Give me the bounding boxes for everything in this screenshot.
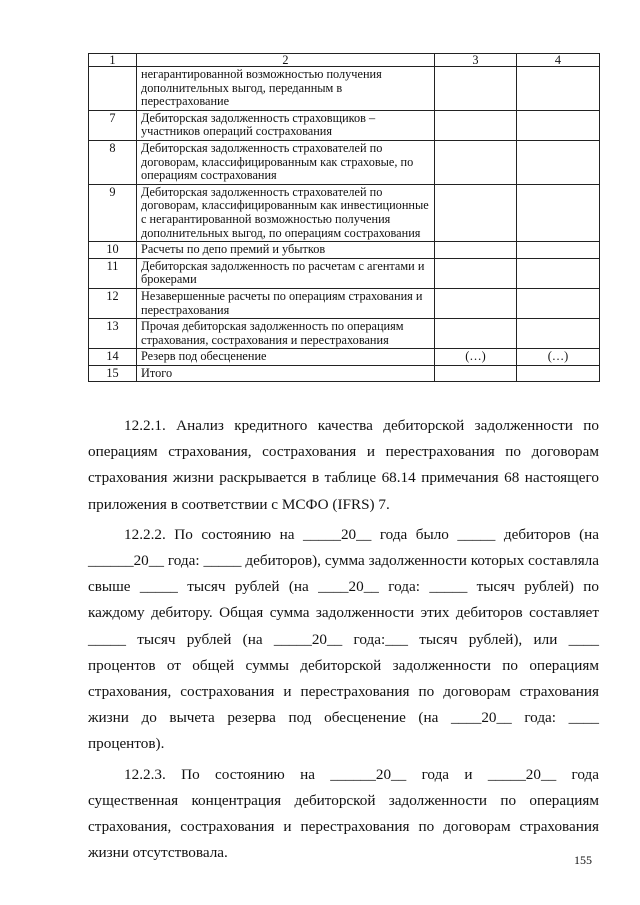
row-value-col-3 xyxy=(435,67,517,111)
row-number: 9 xyxy=(89,184,137,241)
row-number: 15 xyxy=(89,365,137,382)
row-value-col-3 xyxy=(435,288,517,318)
row-value-col-4 xyxy=(517,67,600,111)
table-row xyxy=(89,319,600,349)
header-col-4: 4 xyxy=(517,54,600,67)
table-row xyxy=(89,184,600,241)
row-value-col-3 xyxy=(435,110,517,140)
row-description: Дебиторская задолженность страховщиков – участников операций сострахования xyxy=(137,110,435,140)
table-row xyxy=(89,288,600,318)
row-number: 14 xyxy=(89,349,137,366)
table-row xyxy=(89,140,600,184)
paragraph-12-2-1: 12.2.1. Анализ кредитного качества дебиторской задолженности по операциям страхования, сострахования и перестрахования по договорам страхования жизни раскрывается в таблице 68.14 примечания 68 настоящего приложения в соответствии с МСФО (IFRS) 7. xyxy=(88,417,599,513)
row-value-col-3 xyxy=(435,140,517,184)
row-number: 7 xyxy=(89,110,137,140)
row-value-col-3 xyxy=(435,184,517,241)
row-value-col-4 xyxy=(517,319,600,349)
row-number: 8 xyxy=(89,140,137,184)
table-row xyxy=(89,349,600,366)
row-value-col-4 xyxy=(517,242,600,259)
paragraph-12-2-3: 12.2.3. По состоянию на ______20__ года и _____20__ года существенная концентрация дебиторской задолженности по операциям страхования, сострахования и перестрахования по договорам страхования жизни отсутствовала. xyxy=(88,765,599,862)
row-value-col-4: (…) xyxy=(517,349,600,366)
table-row xyxy=(89,242,600,259)
header-col-3: 3 xyxy=(435,54,517,67)
page-number: 155 xyxy=(574,853,592,867)
row-value-col-3 xyxy=(435,242,517,259)
row-value-col-3: (…) xyxy=(435,349,517,366)
row-description: Расчеты по депо премий и убытков xyxy=(137,242,435,259)
table-row xyxy=(89,258,600,288)
row-description: Резерв под обесценение xyxy=(137,349,435,366)
row-description: Дебиторская задолженность страхователей по договорам, классифицированным как страховые, по операциям сострахования xyxy=(137,140,435,184)
row-number: 10 xyxy=(89,242,137,259)
header-col-1: 1 xyxy=(89,54,137,67)
row-description: Прочая дебиторская задолженность по операциям страхования, сострахования и перестрахования xyxy=(137,319,435,349)
table-row xyxy=(89,365,600,382)
row-value-col-3 xyxy=(435,319,517,349)
header-col-2: 2 xyxy=(137,54,435,67)
row-value-col-3 xyxy=(435,365,517,382)
body-text xyxy=(88,413,599,870)
receivables-table xyxy=(88,53,600,382)
row-description: Дебиторская задолженность по расчетам с агентами и брокерами xyxy=(137,258,435,288)
row-description: негарантированной возможностью получения дополнительных выгод, переданным в перестрахование xyxy=(137,67,435,111)
row-number: 11 xyxy=(89,258,137,288)
table-row xyxy=(89,110,600,140)
row-number: 12 xyxy=(89,288,137,318)
table-header-row xyxy=(89,54,600,67)
row-number xyxy=(89,67,137,111)
row-value-col-4 xyxy=(517,288,600,318)
row-value-col-4 xyxy=(517,184,600,241)
row-value-col-4 xyxy=(517,258,600,288)
row-value-col-3 xyxy=(435,258,517,288)
row-number: 13 xyxy=(89,319,137,349)
row-description: Незавершенные расчеты по операциям страхования и перестрахования xyxy=(137,288,435,318)
row-value-col-4 xyxy=(517,110,600,140)
table-row xyxy=(89,67,600,111)
row-value-col-4 xyxy=(517,365,600,382)
paragraph-12-2-2: 12.2.2. По состоянию на _____20__ года было _____ дебиторов (на ______20__ года: _____ дебиторов), сумма задолженности которых составляла свыше _____ тысяч рублей (на ____20__ года: _____ тысяч рублей) по каждому дебитору. Общая сумма задолженности этих дебиторов составляет _____ тысяч рублей (на _____20__ года:___ тысяч рублей), или ____ процентов от общей суммы дебиторской задолженности по операциям страхования, сострахования и перестрахования по договорам страхования жизни до вычета резерва под обесценение (на ____20__ года: ____ процентов). xyxy=(88,525,599,753)
row-description: Итого xyxy=(137,365,435,382)
row-description: Дебиторская задолженность страхователей по договорам, классифицированным как инвестиционные с негарантированной возможностью получения дополнительных выгод, по операциям сострахования xyxy=(137,184,435,241)
row-value-col-4 xyxy=(517,140,600,184)
